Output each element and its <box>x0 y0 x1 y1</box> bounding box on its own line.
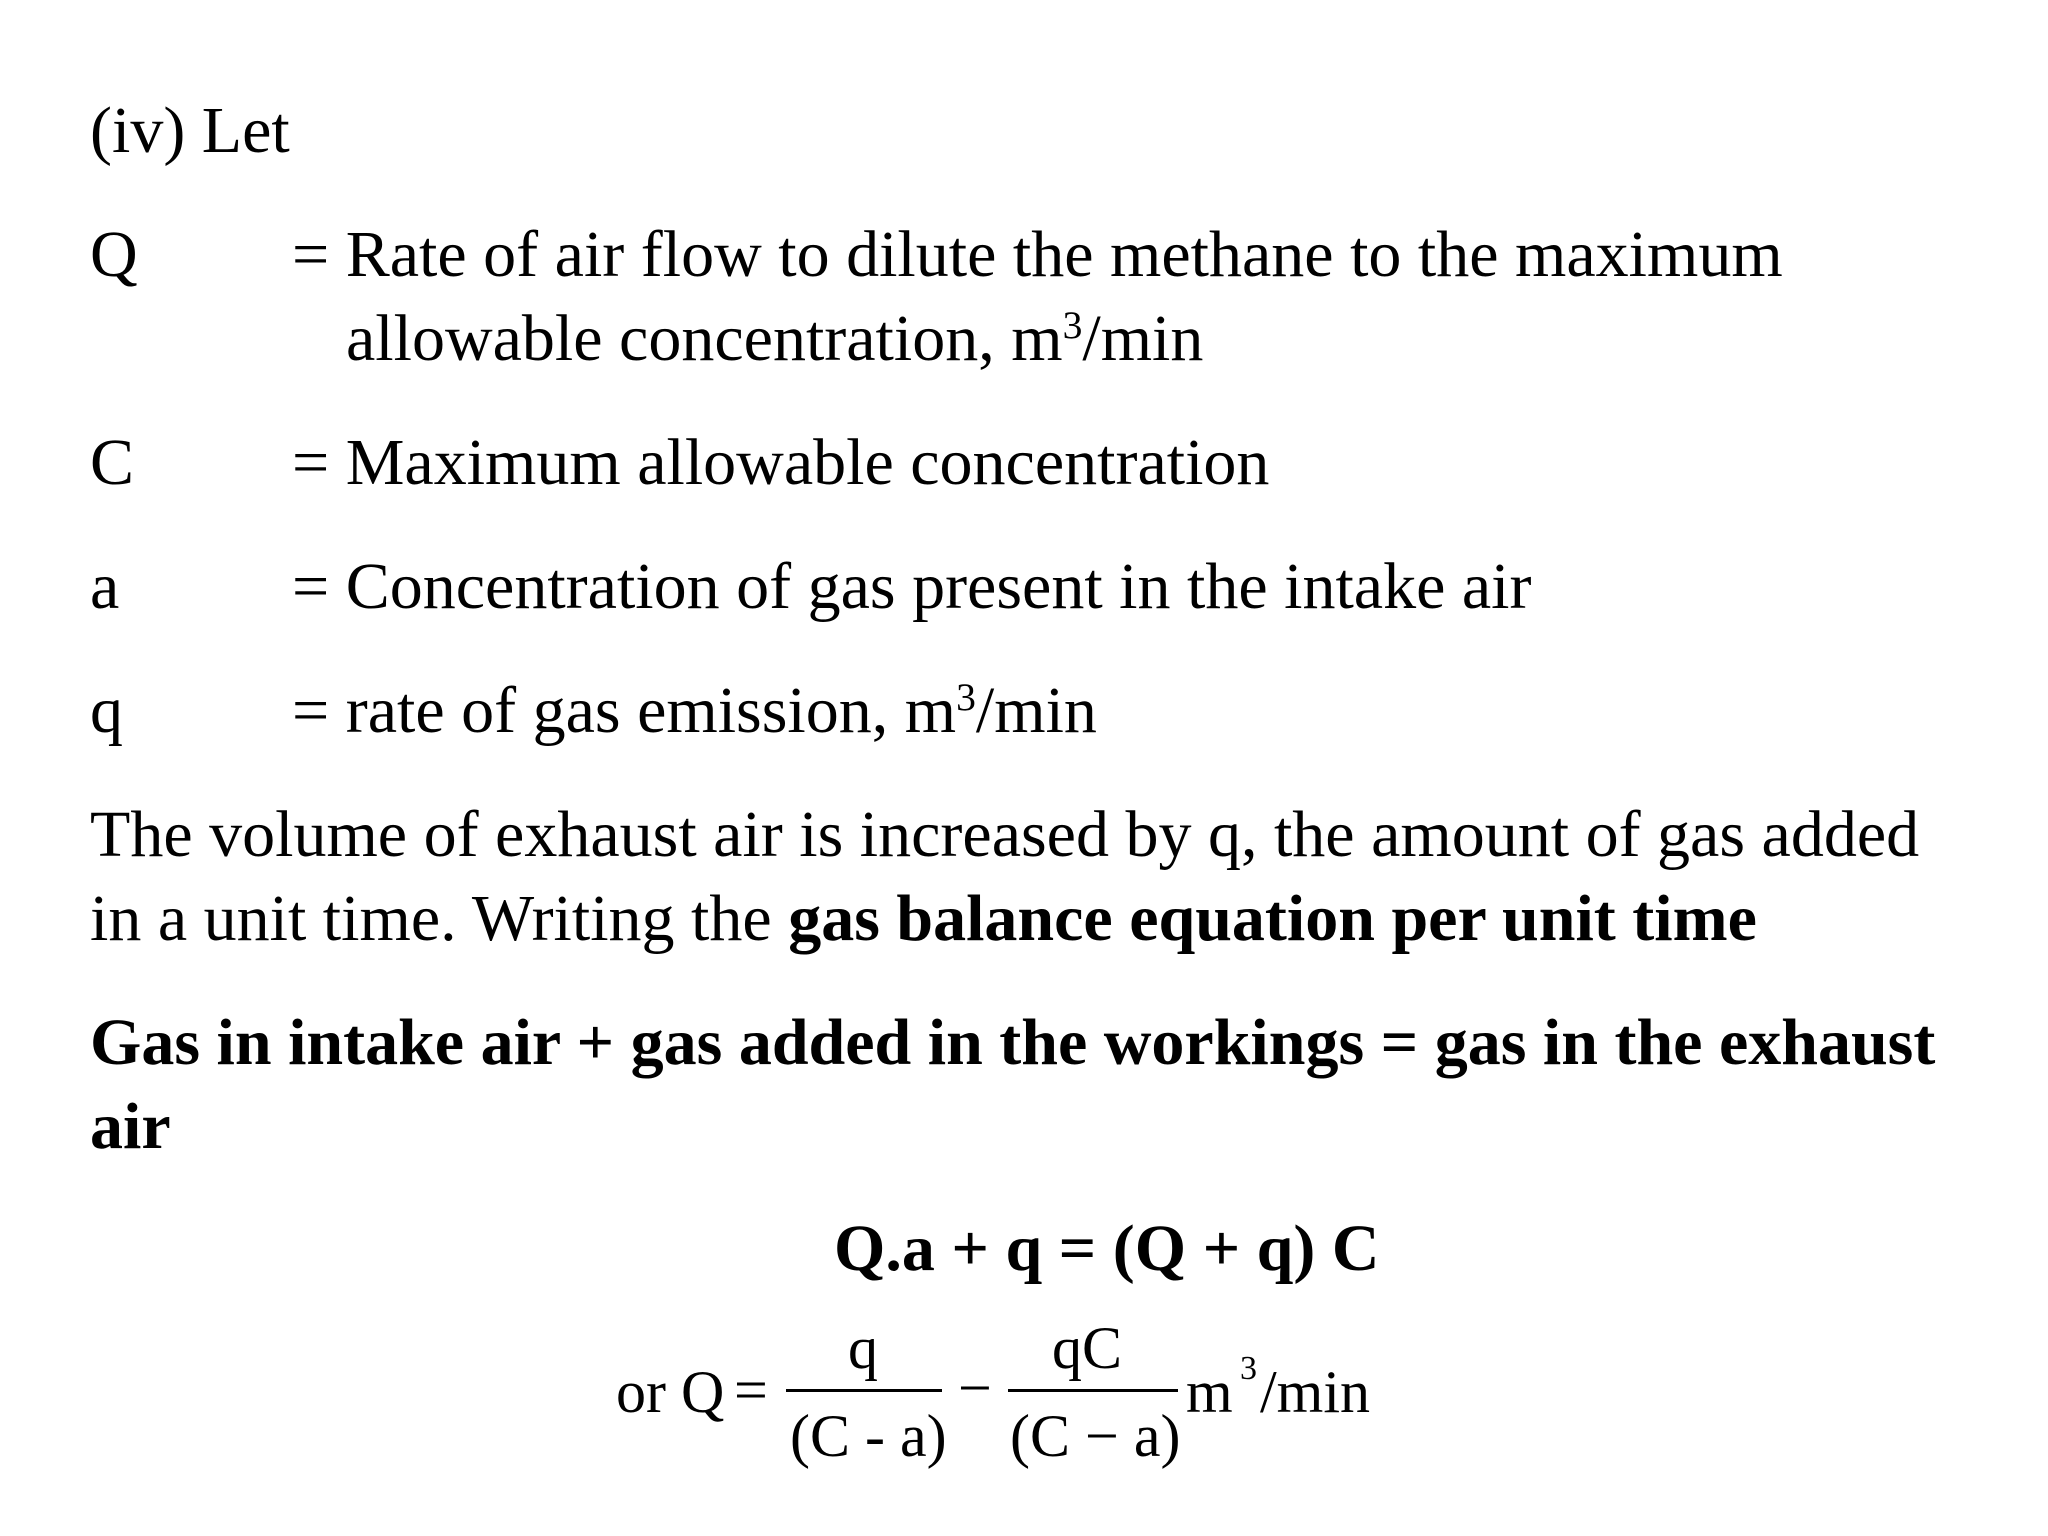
balance-line2: air <box>90 1090 171 1163</box>
formula-minus: − <box>958 1355 992 1421</box>
symbol-q: q <box>90 674 123 747</box>
symbol-Q: Q <box>90 218 138 291</box>
balance-line1: Gas in intake air + gas added in the workings = gas in the exhaust <box>90 1006 1936 1079</box>
formula-numerator-2: qC <box>1052 1315 1123 1381</box>
balance-equation: Q.a + q = (Q + q) C <box>834 1212 1380 1285</box>
formula-lhs: or Q <box>616 1359 725 1425</box>
formula-unit-rest: /min <box>1260 1359 1371 1425</box>
definition-a: = Concentration of gas present in the intake air <box>292 550 1532 623</box>
fraction-bar-2 <box>1008 1389 1178 1392</box>
formula-denominator-2: (C − a) <box>1010 1403 1181 1469</box>
definition-Q-line1: = Rate of air flow to dilute the methane to the maximum <box>292 218 1783 291</box>
symbol-a: a <box>90 550 120 623</box>
section-heading: (iv) Let <box>90 94 290 167</box>
symbol-C: C <box>90 426 135 499</box>
bold-phrase: gas balance equation per unit time <box>788 882 1757 955</box>
definition-C: = Maximum allowable concentration <box>292 426 1270 499</box>
formula-equals: = <box>734 1357 768 1423</box>
paragraph-line1: The volume of exhaust air is increased by q, the amount of gas added <box>90 798 1920 871</box>
formula-denominator-1: (C - a) <box>790 1403 947 1469</box>
fraction-bar-1 <box>786 1389 942 1392</box>
formula-unit-exponent: 3 <box>1240 1350 1257 1387</box>
formula-numerator-1: q <box>848 1315 878 1381</box>
definition-q: = rate of gas emission, $m^3/\min$ <box>292 674 1097 747</box>
formula-unit-base: m <box>1186 1359 1233 1425</box>
definition-Q-line2: allowable concentration, $m^3/\min$ <box>346 302 1204 375</box>
paragraph-line2: in a unit time. Writing the gas balance equation per unit time <box>90 882 1757 955</box>
